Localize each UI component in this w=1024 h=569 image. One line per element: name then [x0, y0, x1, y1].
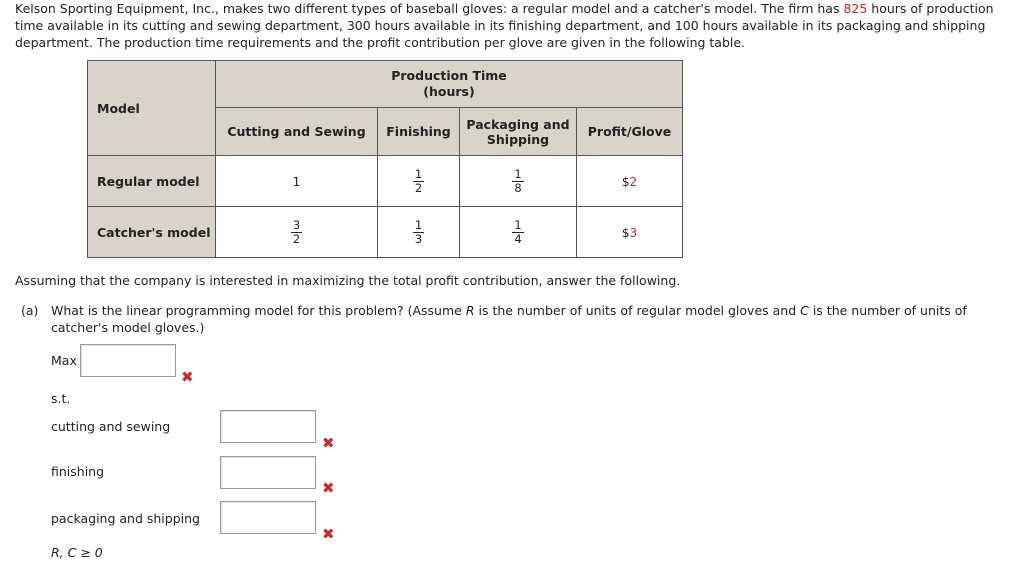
- col-profit-header: Profit/Glove: [577, 108, 683, 156]
- catcher-cutting-cell: [216, 207, 378, 258]
- part-a-text-2: is the number of units of regular model gloves and: [474, 303, 801, 318]
- regular-packaging-cell: [460, 156, 577, 207]
- intro-text: Kelson Sporting Equipment, Inc., makes two different types of baseball gloves: a regular model and a catcher's model. The firm has: [15, 1, 844, 16]
- part-a-text-3: is the number of units of catcher's model gloves.): [51, 303, 967, 335]
- regular-packaging-fraction: [512, 168, 523, 195]
- catcher-cutting-fraction: [291, 219, 302, 246]
- st-label: s.t.: [51, 391, 71, 406]
- col-packaging-header: [460, 108, 577, 156]
- table-row: [88, 207, 683, 258]
- packaging-constraint-input[interactable]: [220, 501, 316, 534]
- intro-text-continued: hours of production time available in its cutting and sewing department, 300 hours available in its finishing department, and 100 hours available in its packaging and shipping department. The production time requirements and the profit contribution per glove are given in the following table.: [15, 1, 994, 50]
- production-time-table: [87, 60, 683, 258]
- incorrect-icon: ✖: [322, 525, 335, 543]
- objective-input[interactable]: [80, 344, 176, 377]
- fraction-numerator: 3: [292, 217, 301, 232]
- catcher-finishing-cell: [378, 207, 460, 258]
- row-label-catcher: Catcher's model: [88, 207, 216, 258]
- regular-finishing-cell: [378, 156, 460, 207]
- part-a-question: [21, 302, 1011, 336]
- col-packaging-line1: Packaging and: [466, 116, 570, 132]
- fraction-denominator: 2: [292, 231, 301, 246]
- regular-profit-value: 2: [629, 174, 638, 189]
- col-cutting-header: Cutting and Sewing: [216, 108, 378, 156]
- fraction-denominator: 2: [414, 180, 423, 195]
- catcher-packaging-fraction: [512, 219, 523, 246]
- production-time-title: Production Time: [391, 68, 507, 83]
- catcher-finishing-fraction: [413, 219, 424, 246]
- incorrect-icon: ✖: [181, 368, 194, 386]
- nonnegativity-constraint: R, C ≥ 0: [51, 545, 103, 560]
- finishing-constraint-input[interactable]: [220, 456, 316, 489]
- part-a-label: (a): [21, 303, 39, 318]
- production-time-unit: (hours): [423, 84, 475, 99]
- var-r: R: [465, 303, 475, 318]
- fraction-numerator: 1: [514, 217, 522, 232]
- catcher-profit-cell: [577, 207, 683, 258]
- production-time-header: [216, 61, 683, 108]
- regular-cutting-value: 1: [292, 174, 301, 189]
- regular-cutting-cell: [216, 156, 378, 207]
- question-intro: Assuming that the company is interested in maximizing the total profit contribution, answer the following.: [15, 273, 681, 288]
- col-packaging-line2: Shipping: [486, 131, 550, 147]
- incorrect-icon: ✖: [322, 434, 335, 452]
- fraction-denominator: 8: [514, 180, 522, 195]
- currency-symbol: $: [621, 225, 630, 240]
- regular-profit-cell: [577, 156, 683, 207]
- incorrect-icon: ✖: [322, 479, 335, 497]
- constraint-label-cutting: cutting and sewing: [51, 419, 171, 434]
- catcher-profit-value: 3: [629, 225, 638, 240]
- table-row: [88, 156, 683, 207]
- constraint-label-finishing: finishing: [51, 464, 105, 479]
- fraction-denominator: 3: [414, 231, 423, 246]
- col-finishing-header: Finishing: [378, 108, 460, 156]
- fraction-denominator: 4: [514, 231, 522, 246]
- var-c: C: [800, 303, 809, 318]
- row-label-regular: Regular model: [88, 156, 216, 207]
- constraint-label-packaging: packaging and shipping: [51, 511, 200, 526]
- fraction-numerator: 1: [414, 166, 423, 181]
- catcher-packaging-cell: [460, 207, 577, 258]
- max-label: Max: [51, 353, 77, 368]
- fraction-numerator: 1: [414, 217, 423, 232]
- part-a-text-1: What is the linear programming model for this problem? (Assume: [51, 303, 466, 318]
- cutting-constraint-input[interactable]: [220, 410, 316, 443]
- problem-statement: [15, 0, 1015, 51]
- part-a-text: [51, 302, 1011, 336]
- fraction-numerator: 1: [514, 166, 522, 181]
- regular-finishing-fraction: [413, 168, 424, 195]
- model-header: Model: [97, 101, 140, 116]
- cutting-hours-value: 825: [843, 1, 868, 16]
- model-header-cell: [88, 61, 216, 156]
- currency-symbol: $: [621, 174, 630, 189]
